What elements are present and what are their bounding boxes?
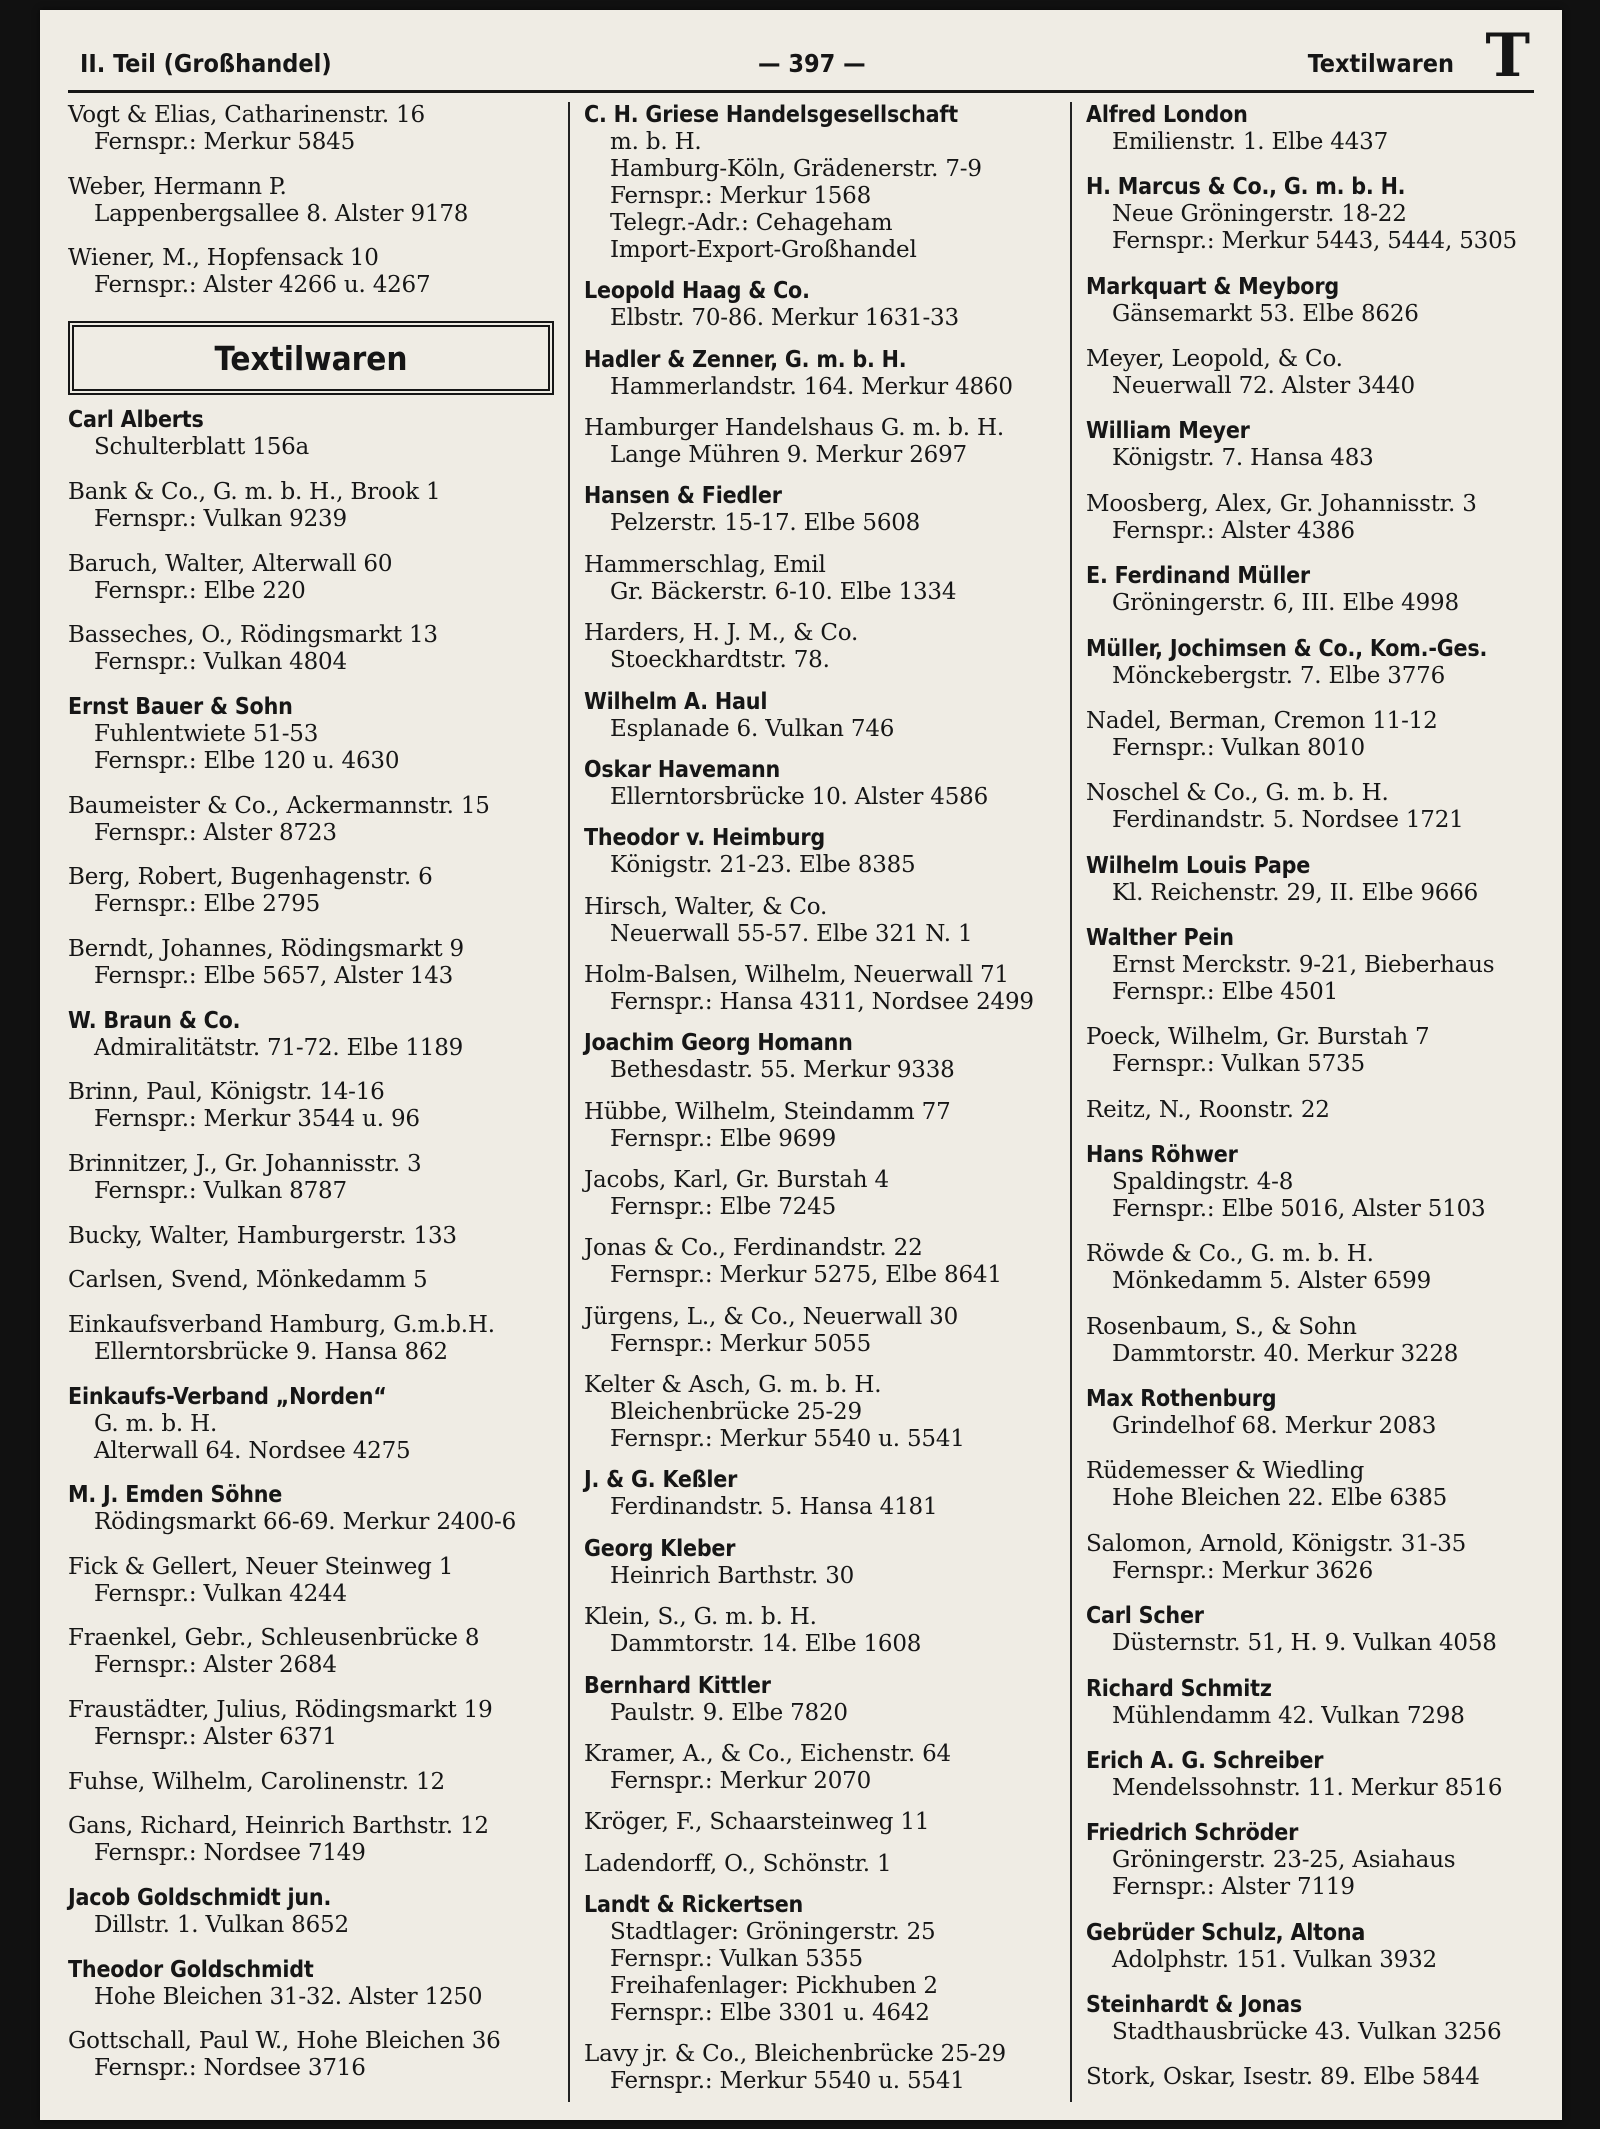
directory-entry — [68, 407, 564, 461]
entry-detail: Alterwall 64. Nordsee 4275 — [94, 1437, 411, 1464]
directory-entry — [1086, 708, 1556, 762]
entry-name: Hammerschlag, Emil — [584, 551, 826, 578]
entry-detail: Ferdinandstr. 5. Hansa 4181 — [610, 1494, 938, 1521]
entry-detail: Import-Export-Großhandel — [610, 237, 917, 263]
entry-detail: Fernspr.: Merkur 3544 u. 96 — [94, 1106, 420, 1133]
entry-detail: Ernst Merckstr. 9-21, Bieberhaus — [1112, 951, 1495, 978]
directory-entry — [68, 102, 564, 156]
page-number: — 397 — — [758, 49, 866, 78]
directory-entry — [584, 102, 1066, 264]
entry-name: Oskar Havemann — [584, 756, 781, 783]
entry-detail: Fernspr.: Elbe 9699 — [610, 1125, 837, 1152]
entry-name: Hirsch, Walter, & Co. — [584, 893, 828, 920]
entry-detail: Gr. Bäckerstr. 6-10. Elbe 1334 — [610, 578, 957, 605]
directory-entry — [68, 1267, 564, 1294]
directory-entry — [68, 1885, 564, 1939]
entry-name: C. H. Griese Handelsgesellschaft — [584, 102, 958, 128]
directory-entry — [584, 1030, 1066, 1084]
entry-name: Harders, H. J. M., & Co. — [584, 620, 859, 647]
directory-entry — [1086, 780, 1556, 834]
entry-detail: Fernspr.: Merkur 5540 u. 5541 — [610, 2068, 965, 2095]
entry-name: Klein, S., G. m. b. H. — [584, 1604, 817, 1631]
directory-entry — [1086, 1386, 1556, 1440]
entry-detail: Mönckebergstr. 7. Elbe 3776 — [1112, 662, 1446, 689]
entry-detail: Fernspr.: Nordsee 7149 — [94, 1840, 366, 1867]
entry-detail: Dammtorstr. 14. Elbe 1608 — [610, 1631, 922, 1658]
directory-entry — [68, 1223, 564, 1250]
entry-detail: Admiralitätstr. 71-72. Elbe 1189 — [94, 1034, 464, 1061]
entry-name: Georg Kleber — [584, 1535, 736, 1562]
entry-detail: Fernspr.: Alster 7119 — [1112, 1874, 1355, 1901]
entry-name: Friedrich Schröder — [1086, 1820, 1299, 1847]
entry-name: Ladendorff, O., Schönstr. 1 — [584, 1850, 892, 1877]
directory-entry — [584, 825, 1066, 879]
entry-name: Walther Pein — [1086, 924, 1234, 951]
entry-detail: Emilienstr. 1. Elbe 4437 — [1112, 129, 1389, 155]
directory-entry — [584, 1467, 1066, 1521]
entry-detail: Ellerntorsbrücke 9. Hansa 862 — [94, 1338, 448, 1365]
entry-name: Müller, Jochimsen & Co., Kom.-Ges. — [1086, 635, 1488, 662]
entry-detail: Fernspr.: Vulkan 5735 — [1112, 1051, 1365, 1078]
entry-detail: Bethesdastr. 55. Merkur 9338 — [610, 1057, 955, 1084]
entry-name: Jürgens, L., & Co., Neuerwall 30 — [584, 1303, 959, 1330]
entry-name: Richard Schmitz — [1086, 1675, 1272, 1702]
directory-entry — [584, 1304, 1066, 1358]
entry-detail: Hohe Bleichen 31-32. Alster 1250 — [94, 1983, 483, 2010]
directory-entry — [1086, 1992, 1556, 2046]
entry-detail: Freihafenlager: Pickhuben 2 — [610, 1972, 938, 1999]
entry-name: Bucky, Walter, Hamburgerstr. 133 — [68, 1222, 457, 1249]
directory-entry — [584, 1851, 1066, 1878]
entry-detail: Fernspr.: Alster 2684 — [94, 1652, 337, 1679]
entry-name: Alfred London — [1086, 102, 1248, 128]
entry-name: Hansen & Fiedler — [584, 483, 782, 510]
entry-name: W. Braun & Co. — [68, 1007, 241, 1034]
entry-detail: Fernspr.: Merkur 5845 — [94, 129, 356, 155]
entry-detail: Mühlendamm 42. Vulkan 7298 — [1112, 1702, 1465, 1729]
directory-entry — [68, 1384, 564, 1465]
entry-name: Berndt, Johannes, Rödingsmarkt 9 — [68, 935, 464, 962]
entry-name: Poeck, Wilhelm, Gr. Burstah 7 — [1086, 1024, 1430, 1051]
entry-detail: Fernspr.: Vulkan 4244 — [94, 1580, 347, 1607]
section-heading: Textilwaren — [68, 321, 554, 395]
entry-name: William Meyer — [1086, 418, 1250, 445]
entry-name: Vogt & Elias, Catharinenstr. 16 — [68, 102, 425, 128]
entry-detail: Fernspr.: Merkur 3626 — [1112, 1557, 1374, 1584]
entry-detail: Königstr. 7. Hansa 483 — [1112, 445, 1374, 472]
entry-name: H. Marcus & Co., G. m. b. H. — [1086, 174, 1406, 201]
directory-page — [40, 10, 1562, 2120]
entry-name: Einkaufsverband Hamburg, G.m.b.H. — [68, 1311, 495, 1338]
directory-entry — [1086, 1676, 1556, 1730]
entry-name: Baumeister & Co., Ackermannstr. 15 — [68, 792, 490, 819]
directory-entry — [584, 1892, 1066, 2027]
entry-name: Noschel & Co., G. m. b. H. — [1086, 780, 1389, 807]
entry-detail: Fernspr.: Vulkan 8787 — [94, 1177, 347, 1204]
entry-detail: Mendelssohnstr. 11. Merkur 8516 — [1112, 1774, 1503, 1801]
entry-detail: Gänsemarkt 53. Elbe 8626 — [1112, 300, 1419, 327]
entry-name: Lavy jr. & Co., Bleichenbrücke 25-29 — [584, 2041, 1006, 2068]
entry-detail: Gröningerstr. 6, III. Elbe 4998 — [1112, 590, 1459, 617]
entry-name: Einkaufs-Verband „Norden“ — [68, 1383, 387, 1410]
entry-name: Rüdemesser & Wiedling — [1086, 1458, 1365, 1485]
directory-entry — [584, 689, 1066, 743]
entry-detail: Neuerwall 72. Alster 3440 — [1112, 373, 1415, 400]
entry-name: Gottschall, Paul W., Hohe Bleichen 36 — [68, 2028, 501, 2055]
entry-name: Weber, Hermann P. — [68, 173, 287, 200]
entry-detail: Elbstr. 70-86. Merkur 1631-33 — [610, 305, 959, 332]
entry-name: Wilhelm A. Haul — [584, 688, 768, 715]
directory-entry — [68, 864, 564, 918]
entry-name: Brinnitzer, J., Gr. Johannisstr. 3 — [68, 1150, 422, 1177]
entry-detail: Fernspr.: Elbe 4501 — [1112, 978, 1339, 1005]
entry-detail: Fernspr.: Elbe 3301 u. 4642 — [610, 1999, 930, 2026]
header-part-label: II. Teil (Großhandel) — [80, 49, 332, 78]
entry-detail: Hamburg-Köln, Grädenerstr. 7-9 — [610, 156, 982, 182]
entry-detail: Fernspr.: Alster 4266 u. 4267 — [94, 272, 431, 299]
entry-detail: Fernspr.: Merkur 1568 — [610, 183, 872, 209]
directory-entry — [68, 1312, 564, 1366]
directory-entry — [68, 245, 564, 299]
entry-detail: m. b. H. — [610, 129, 702, 155]
directory-entry — [584, 1604, 1066, 1658]
entry-name: J. & G. Keßler — [584, 1467, 738, 1494]
entry-name: Salomon, Arnold, Königstr. 31-35 — [1086, 1530, 1467, 1557]
directory-entry — [1086, 1748, 1556, 1802]
entry-detail: Dammtorstr. 40. Merkur 3228 — [1112, 1340, 1459, 1367]
entry-detail: Fernspr.: Nordsee 3716 — [94, 2055, 366, 2082]
entry-detail: Fernspr.: Vulkan 8010 — [1112, 734, 1365, 761]
entry-name: Wiener, M., Hopfensack 10 — [68, 245, 379, 272]
entry-detail: Paulstr. 9. Elbe 7820 — [610, 1699, 848, 1726]
entry-name: Joachim Georg Homann — [584, 1030, 853, 1057]
directory-entry — [68, 793, 564, 847]
entry-detail: Fernspr.: Merkur 2070 — [610, 1767, 872, 1794]
directory-entry — [68, 1008, 564, 1062]
entry-name: Meyer, Leopold, & Co. — [1086, 346, 1343, 373]
directory-entry — [68, 936, 564, 990]
entry-detail: Fernspr.: Vulkan 4804 — [94, 649, 347, 676]
entry-detail: Neuerwall 55-57. Elbe 321 N. 1 — [610, 920, 973, 947]
directory-entry — [68, 1625, 564, 1679]
entry-name: Max Rothenburg — [1086, 1386, 1277, 1413]
entry-detail: Fernspr.: Elbe 5016, Alster 5103 — [1112, 1196, 1486, 1223]
directory-entry — [584, 1536, 1066, 1590]
entry-name: Röwde & Co., G. m. b. H. — [1086, 1241, 1374, 1268]
directory-entry — [68, 1482, 564, 1536]
directory-entry — [584, 347, 1066, 401]
directory-entry — [1086, 174, 1556, 255]
entry-detail: Fernspr.: Merkur 5540 u. 5541 — [610, 1426, 965, 1453]
header-category: Textilwaren — [1307, 49, 1454, 78]
entry-detail: Schulterblatt 156a — [94, 434, 310, 461]
entry-name: Fick & Gellert, Neuer Steinweg 1 — [68, 1553, 454, 1580]
entry-name: Hübbe, Wilhelm, Steindamm 77 — [584, 1098, 951, 1125]
entry-detail: Fernspr.: Elbe 7245 — [610, 1194, 837, 1221]
entry-detail: Fernspr.: Elbe 5657, Alster 143 — [94, 962, 454, 989]
entry-detail: Gröningerstr. 23-25, Asiahaus — [1112, 1847, 1456, 1874]
entry-name: Reitz, N., Roonstr. 22 — [1086, 1096, 1330, 1123]
directory-entry — [1086, 636, 1556, 690]
entry-detail: Fernspr.: Vulkan 9239 — [94, 505, 347, 532]
directory-entry — [1086, 1458, 1556, 1512]
directory-entry — [68, 1151, 564, 1205]
entry-name: Nadel, Berman, Cremon 11-12 — [1086, 707, 1438, 734]
entry-name: Brinn, Paul, Königstr. 14-16 — [68, 1079, 385, 1106]
entry-name: Jacob Goldschmidt jun. — [68, 1885, 332, 1912]
entry-name: Bank & Co., G. m. b. H., Brook 1 — [68, 478, 441, 505]
directory-entry — [1086, 491, 1556, 545]
entry-detail: Stadtlager: Gröningerstr. 25 — [610, 1918, 936, 1945]
entry-detail: Fuhlentwiete 51-53 — [94, 720, 319, 747]
directory-entry — [68, 551, 564, 605]
directory-entry — [1086, 853, 1556, 907]
directory-entry — [1086, 418, 1556, 472]
entry-name: Hamburger Handelshaus G. m. b. H. — [584, 415, 1005, 442]
entry-name: Fuhse, Wilhelm, Carolinenstr. 12 — [68, 1768, 445, 1795]
page-header — [68, 21, 1534, 93]
entry-name: Theodor v. Heimburg — [584, 825, 825, 852]
entry-detail: Fernspr.: Merkur 5275, Elbe 8641 — [610, 1262, 1002, 1289]
entry-detail: Neue Gröningerstr. 18-22 — [1112, 201, 1407, 228]
directory-entry — [1086, 925, 1556, 1006]
entry-detail: Lappenbergsallee 8. Alster 9178 — [94, 200, 469, 227]
entry-detail: Rödingsmarkt 66-69. Merkur 2400-6 — [94, 1509, 517, 1536]
entry-detail: Fernspr.: Merkur 5443, 5444, 5305 — [1112, 228, 1517, 255]
directory-entry — [584, 962, 1066, 1016]
directory-entry — [584, 1809, 1066, 1836]
entry-detail: Fernspr.: Elbe 2795 — [94, 891, 321, 918]
directory-entry — [68, 1769, 564, 1796]
directory-entry — [584, 1372, 1066, 1453]
directory-entry — [584, 757, 1066, 811]
directory-entry — [1086, 1603, 1556, 1657]
entry-name: Landt & Rickertsen — [584, 1891, 804, 1918]
directory-entry — [1086, 1097, 1556, 1124]
directory-entry — [1086, 563, 1556, 617]
entry-detail: Grindelhof 68. Merkur 2083 — [1112, 1413, 1437, 1440]
entry-detail: Telegr.-Adr.: Cehageham — [610, 210, 893, 236]
entry-name: Jonas & Co., Ferdinandstr. 22 — [584, 1235, 923, 1262]
entry-name: Hans Röhwer — [1086, 1142, 1238, 1169]
entry-name: Stork, Oskar, Isestr. 89. Elbe 5844 — [1086, 2064, 1480, 2091]
entry-name: Markquart & Meyborg — [1086, 273, 1339, 300]
directory-entry — [68, 1554, 564, 1608]
entry-detail: Dillstr. 1. Vulkan 8652 — [94, 1912, 349, 1939]
entry-name: Gans, Richard, Heinrich Barthstr. 12 — [68, 1813, 489, 1840]
directory-entry — [68, 1957, 564, 2011]
entry-detail: Heinrich Barthstr. 30 — [610, 1562, 855, 1589]
entry-name: Basseches, O., Rödingsmarkt 13 — [68, 622, 438, 649]
directory-entry — [584, 1235, 1066, 1289]
directory-entry — [68, 694, 564, 775]
entry-name: Fraustädter, Julius, Rödingsmarkt 19 — [68, 1697, 493, 1724]
directory-entry — [68, 479, 564, 533]
entry-detail: Düsternstr. 51, H. 9. Vulkan 4058 — [1112, 1630, 1497, 1657]
entry-name: Carlsen, Svend, Mönkedamm 5 — [68, 1267, 428, 1294]
directory-entry — [584, 2041, 1066, 2095]
directory-entry — [1086, 102, 1556, 156]
directory-entry — [1086, 1920, 1556, 1974]
entry-name: Kelter & Asch, G. m. b. H. — [584, 1372, 882, 1399]
directory-entry — [584, 620, 1066, 674]
entry-detail: Spaldingstr. 4-8 — [1112, 1169, 1294, 1196]
entry-name: Moosberg, Alex, Gr. Johannisstr. 3 — [1086, 490, 1477, 517]
directory-entry — [1086, 1820, 1556, 1901]
entry-name: Carl Scher — [1086, 1603, 1204, 1630]
directory-entry — [584, 894, 1066, 948]
entry-detail: Hohe Bleichen 22. Elbe 6385 — [1112, 1485, 1448, 1512]
entry-detail: Königstr. 21-23. Elbe 8385 — [610, 852, 916, 879]
entry-detail: Adolphstr. 151. Vulkan 3932 — [1112, 1946, 1437, 1973]
entry-name: Steinhardt & Jonas — [1086, 1991, 1303, 2018]
entry-name: E. Ferdinand Müller — [1086, 563, 1310, 590]
column-1 — [68, 102, 564, 2102]
directory-entry — [584, 483, 1066, 537]
entry-detail: Fernspr.: Merkur 5055 — [610, 1330, 872, 1357]
entry-detail: Fernspr.: Elbe 220 — [94, 577, 306, 604]
directory-entry — [1086, 2064, 1556, 2091]
directory-entry — [584, 415, 1066, 469]
entry-detail: Ferdinandstr. 5. Nordsee 1721 — [1112, 807, 1464, 834]
entry-name: Holm-Balsen, Wilhelm, Neuerwall 71 — [584, 961, 1009, 988]
directory-entry — [1086, 274, 1556, 328]
entry-detail: G. m. b. H. — [94, 1410, 218, 1437]
directory-entry — [1086, 1314, 1556, 1368]
entry-detail: Fernspr.: Alster 6371 — [94, 1724, 337, 1751]
directory-entry — [584, 1673, 1066, 1727]
entry-detail: Bleichenbrücke 25-29 — [610, 1399, 862, 1426]
entry-detail: Hammerlandstr. 164. Merkur 4860 — [610, 373, 1013, 400]
entry-name: Hadler & Zenner, G. m. b. H. — [584, 346, 907, 373]
directory-entry — [584, 1167, 1066, 1221]
entry-detail: Fernspr.: Alster 4386 — [1112, 517, 1355, 544]
entry-detail: Fernspr.: Hansa 4311, Nordsee 2499 — [610, 988, 1034, 1015]
entry-name: Carl Alberts — [68, 407, 204, 434]
directory-entry — [1086, 1531, 1556, 1585]
entry-name: Bernhard Kittler — [584, 1672, 771, 1699]
entry-detail: Fernspr.: Elbe 120 u. 4630 — [94, 747, 400, 774]
column-3 — [1070, 102, 1556, 2102]
entry-name: Erich A. G. Schreiber — [1086, 1747, 1324, 1774]
directory-entry — [584, 278, 1066, 332]
directory-entry — [584, 1741, 1066, 1795]
entry-detail: Esplanade 6. Vulkan 746 — [610, 715, 895, 742]
entry-name: Theodor Goldschmidt — [68, 1956, 314, 1983]
entry-detail: Lange Mühren 9. Merkur 2697 — [610, 442, 967, 469]
entry-detail: Stadthausbrücke 43. Vulkan 3256 — [1112, 2018, 1502, 2045]
entry-name: Fraenkel, Gebr., Schleusenbrücke 8 — [68, 1625, 480, 1652]
entry-name: Baruch, Walter, Alterwall 60 — [68, 550, 393, 577]
entry-name: Kröger, F., Schaarsteinweg 11 — [584, 1809, 930, 1836]
directory-entry — [1086, 1024, 1556, 1078]
entry-detail: Ellerntorsbrücke 10. Alster 4586 — [610, 783, 989, 810]
entry-name: Kramer, A., & Co., Eichenstr. 64 — [584, 1740, 951, 1767]
column-2 — [568, 102, 1066, 2102]
entry-name: Wilhelm Louis Pape — [1086, 852, 1311, 879]
entry-name: Jacobs, Karl, Gr. Burstah 4 — [584, 1167, 889, 1194]
entry-detail: Stoeckhardtstr. 78. — [610, 647, 830, 674]
directory-entry — [584, 552, 1066, 606]
directory-entry — [584, 1099, 1066, 1153]
entry-name: Gebrüder Schulz, Altona — [1086, 1919, 1366, 1946]
directory-entry — [68, 174, 564, 228]
directory-entry — [68, 1079, 564, 1133]
entry-detail: Fernspr.: Alster 8723 — [94, 819, 337, 846]
entry-detail: Pelzerstr. 15-17. Elbe 5608 — [610, 510, 921, 537]
entry-name: Leopold Haag & Co. — [584, 278, 810, 305]
directory-entry — [1086, 1142, 1556, 1223]
header-index-letter: T — [1485, 21, 1530, 91]
entry-detail: Mönkedamm 5. Alster 6599 — [1112, 1268, 1432, 1295]
entry-detail: Kl. Reichenstr. 29, II. Elbe 9666 — [1112, 879, 1479, 906]
entry-name: M. J. Emden Söhne — [68, 1482, 283, 1509]
directory-entry — [68, 622, 564, 676]
directory-entry — [68, 1697, 564, 1751]
directory-entry — [1086, 346, 1556, 400]
entry-name: Berg, Robert, Bugenhagenstr. 6 — [68, 864, 433, 891]
entry-name: Ernst Bauer & Sohn — [68, 693, 293, 720]
directory-entry — [1086, 1241, 1556, 1295]
directory-entry — [68, 1813, 564, 1867]
entry-detail: Fernspr.: Vulkan 5355 — [610, 1945, 863, 1972]
directory-entry — [68, 2028, 564, 2082]
entry-name: Rosenbaum, S., & Sohn — [1086, 1313, 1357, 1340]
